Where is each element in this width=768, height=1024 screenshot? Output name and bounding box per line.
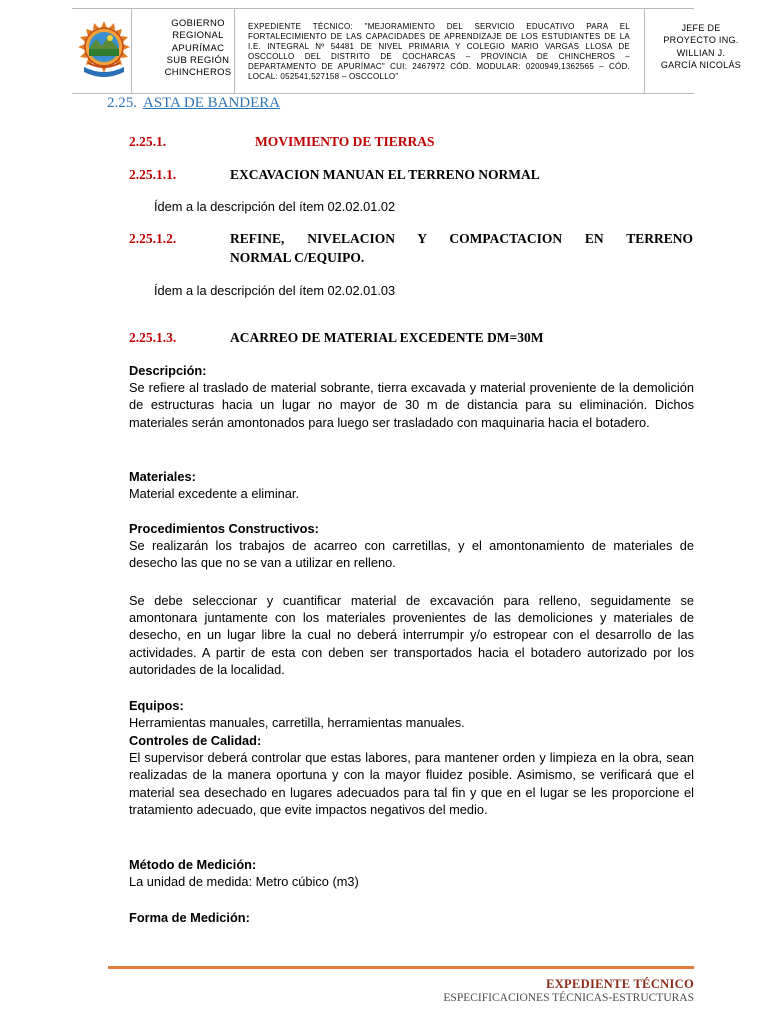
jefe-line: PROYECTO ING. xyxy=(663,35,739,46)
quality-control-section xyxy=(129,732,694,818)
project-lead xyxy=(648,22,754,72)
item-idem-reference: Ídem a la descripción del ítem 02.02.01.03 xyxy=(154,283,396,298)
procedures-section-continued xyxy=(129,592,694,678)
gov-line: GOBIERNO xyxy=(171,18,225,29)
footer-rule xyxy=(108,966,694,969)
quality-control-text: El supervisor deberá controlar que estas labores, para mantener orden y limpieza en la obra, sean realizadas de la manera oportuna y con la mayor fluidez posible. Asimismo, se verificará que el material sea desechado en lugares adecuados para tal fin y que en el lugar se les proporcione el tratamiento adecuado, que evite impactos negativos del medio. xyxy=(129,750,694,817)
government-name xyxy=(152,18,244,79)
regional-government-logo-icon xyxy=(78,17,130,83)
section-title: ASTA DE BANDERA xyxy=(143,95,281,111)
procedures-paragraph: Se debe seleccionar y cuantificar material de excavación para relleno, seguidamente se amontonara juntamente con los materiales provenientes de las demoliciones y materiales de desecho, en un lugar libre la cual no deberá interrumpir y/o estropear con el desarrollo de las actividades. A partir de esta con deben ser transportados hacia el botadero autorizado por los autoridades de la localidad. xyxy=(129,593,694,677)
subsection-number: 2.25.1. xyxy=(129,134,167,149)
item-number: 2.25.1.1. xyxy=(129,167,177,182)
measurement-method-heading: Método de Medición: xyxy=(129,857,257,872)
jefe-line: GARCÍA NICOLÁS xyxy=(660,60,742,71)
footer-title: EXPEDIENTE TÉCNICO xyxy=(546,977,694,991)
item-title: ACARREO DE MATERIAL EXCEDENTE DM=30M xyxy=(230,330,544,345)
section-heading xyxy=(107,95,280,112)
description-heading: Descripción: xyxy=(129,363,207,378)
measurement-method-text: La unidad de medida: Metro cúbico (m3) xyxy=(129,874,359,890)
gov-line: CHINCHEROS xyxy=(164,67,232,79)
materials-section xyxy=(129,468,694,502)
measurement-form-heading: Forma de Medición: xyxy=(129,910,250,925)
materials-heading: Materiales: xyxy=(129,469,196,484)
procedures-section xyxy=(129,520,694,572)
item-title: REFINE, NIVELACION Y COMPACTACION EN TERRENO xyxy=(230,231,693,246)
item-title-continued: NORMAL C/EQUIPO. xyxy=(230,250,365,265)
section-number: 2.25. xyxy=(107,95,137,111)
subsection-title: MOVIMIENTO DE TIERRAS xyxy=(255,134,435,149)
gov-line: REGIONAL xyxy=(172,30,224,42)
measurement-form-section xyxy=(129,909,694,926)
item-idem-reference: Ídem a la descripción del ítem 02.02.01.02 xyxy=(154,199,396,214)
description-section xyxy=(129,362,694,431)
procedures-heading: Procedimientos Constructivos: xyxy=(129,521,319,536)
item-number: 2.25.1.2. xyxy=(129,231,177,246)
measurement-method-section xyxy=(129,856,694,890)
equipment-text: Herramientas manuales, carretilla, herramientas manuales. xyxy=(129,715,465,731)
equipment-heading: Equipos: xyxy=(129,698,184,713)
jefe-line: JEFE DE xyxy=(681,23,721,33)
materials-text: Material excedente a eliminar. xyxy=(129,486,300,502)
procedures-paragraph: Se realizarán los trabajos de acarreo con carretillas, y el amontonamiento de materiales de desecho las que no se van a utilizar en relleno. xyxy=(129,538,694,571)
jefe-line: WILLIAN J. xyxy=(676,47,726,58)
gov-line: SUB REGIÓN xyxy=(166,54,230,66)
quality-control-heading: Controles de Calidad: xyxy=(129,733,262,748)
equipment-section xyxy=(129,697,694,731)
footer-subtitle: ESPECIFICACIONES TÉCNICAS-ESTRUCTURAS xyxy=(443,992,694,1004)
header-divider xyxy=(644,9,645,93)
item-title: EXCAVACION MANUAN EL TERRENO NORMAL xyxy=(230,167,540,182)
description-text: Se refiere al traslado de material sobrante, tierra excavada y material proveniente de la demolición de estructuras hacia un lugar no mayor de 30 m de distancia para su eliminación. Dichos materiales serán amontonados para luego ser trasladado con maquinaria hacia el botadero. xyxy=(129,380,694,430)
gov-line: APURÍMAC xyxy=(171,42,225,54)
header-divider xyxy=(131,9,132,93)
item-number: 2.25.1.3. xyxy=(129,330,177,345)
expediente-description: EXPEDIENTE TÉCNICO: "MEJORAMIENTO DEL SERVICIO EDUCATIVO PARA EL FORTALECIMIENTO DE LAS CAPACIDADES DE APRENDIZAJE DE LOS ESTUDIANTES DE LA I.E. INTEGRAL Nº 54481 DE NIVEL PRIMARIA Y COLEGIO MARIO VARGAS LLOSA DE OSCCOLLO DEL DISTRITO DE COCHARCAS – PROVINCIA DE CHINCHEROS – DEPARTAMENTO DE APURÍMAC" CUI: 2467972 CÓD. MODULAR: 0200949,1362565 – CÓD. LOCAL: 052541,527158 – OSCCOLLO" xyxy=(248,22,630,81)
